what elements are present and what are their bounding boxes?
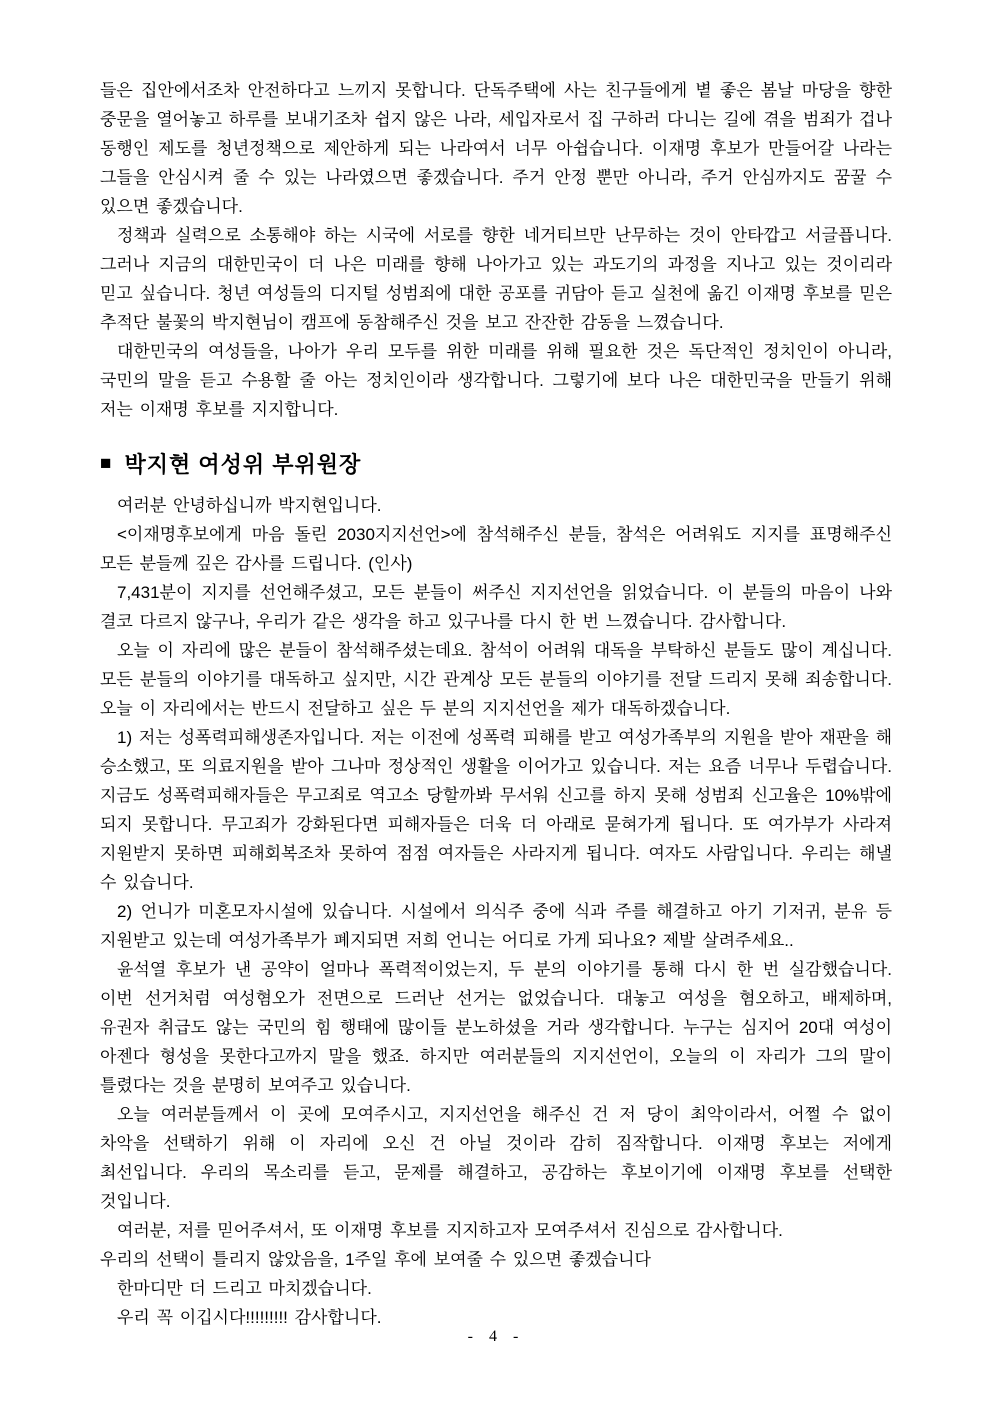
paragraph: 오늘 여러분들께서 이 곳에 모여주시고, 지지선언을 해주신 건 저 당이 최악이라서, 어쩔 수 없이 차악을 선택하기 위해 이 자리에 오신 건 아닐 것이라 감히 짐작합니다. 이재명 후보는 저에게 최선입니다. 우리의 목소리를 듣고, 문제를 해결하고, 공감하는 후보이기에 이재명 후보를 선택한 것입니다.: [100, 1105, 892, 1211]
paragraph: 7,431분이 지지를 선언해주셨고, 모든 분들이 써주신 지지선언을 읽었습니다. 이 분들의 마음이 나와 결코 다르지 않구나, 우리가 같은 생각을 하고 있구나를 다시 한 번 느꼈습니다. 감사합니다.: [100, 583, 892, 631]
document-body: [100, 76, 892, 1332]
paragraph: 윤석열 후보가 낸 공약이 얼마나 폭력적이었는지, 두 분의 이야기를 통해 다시 한 번 실감했습니다. 이번 선거처럼 여성혐오가 전면으로 드러난 선거는 없었습니다. 대놓고 여성을 혐오하고, 배제하며, 유권자 취급도 않는 국민의 힘 행태에 많이들 분노하셨을 거라 생각합니다. 누구는 심지어 20대 여성이 아젠다 형성을 못한다고까지 말을 했죠. 하지만 여러분들의 지지선언이, 오늘의 이 자리가 그의 말이 틀렸다는 것을 분명히 보여주고 있습니다.: [100, 960, 892, 1095]
paragraph: 우리의 선택이 틀리지 않았음을, 1주일 후에 보여줄 수 있으면 좋겠습니다: [100, 1250, 651, 1269]
paragraph: <이재명후보에게 마음 돌린 2030지지선언>에 참석해주신 분들, 참석은 어려워도 지지를 표명해주신 모든 분들께 깊은 감사를 드립니다. (인사): [100, 525, 892, 573]
paragraph: 한마디만 더 드리고 마치겠습니다.: [117, 1279, 372, 1298]
section-heading-text: 박지현 여성위 부위원장: [124, 452, 362, 477]
intro-paragraphs: [100, 76, 892, 424]
paragraph: 2) 언니가 미혼모자시설에 있습니다. 시설에서 의식주 중에 식과 주를 해결하고 아기 기저귀, 분유 등 지원받고 있는데 여성가족부가 폐지되면 저희 언니는 어디로 가게 되나요? 제발 살려주세요..: [100, 902, 892, 950]
section-heading: [100, 448, 892, 479]
paragraph: 우리 꼭 이깁시다!!!!!!!!! 감사합니다.: [117, 1308, 382, 1327]
paragraph: 정책과 실력으로 소통해야 하는 시국에 서로를 향한 네거티브만 난무하는 것이 안타깝고 서글픕니다. 그러나 지금의 대한민국이 더 나은 미래를 향해 나아가고 있는 과도기의 과정을 지나고 있는 것이리라 믿고 싶습니다. 청년 여성들의 디지털 성범죄에 대한 공포를 귀담아 듣고 실천에 옮긴 이재명 후보를 믿은 추적단 불꽃의 박지현님이 캠프에 동참해주신 것을 보고 잔잔한 감동을 느꼈습니다.: [100, 226, 892, 332]
square-bullet-icon: ■: [100, 453, 113, 474]
paragraph: 오늘 이 자리에 많은 분들이 참석해주셨는데요. 참석이 어려워 대독을 부탁하신 분들도 많이 계십니다. 모든 분들의 이야기를 대독하고 싶지만, 시간 관계상 모든 분들의 이야기를 전달 드리지 못해 죄송합니다. 오늘 이 자리에서는 반드시 전달하고 싶은 두 분의 지지선언을 제가 대독하겠습니다.: [100, 641, 892, 718]
paragraph: 여러분 안녕하십니까 박지현입니다.: [117, 496, 382, 515]
paragraph: 1) 저는 성폭력피해생존자입니다. 저는 이전에 성폭력 피해를 받고 여성가족부의 지원을 받아 재판을 해 승소했고, 또 의료지원을 받아 그나마 정상적인 생활을 이어가고 있습니다. 저는 요즘 너무나 두렵습니다. 지금도 성폭력피해자들은 무고죄로 역고소 당할까봐 무서워 신고를 하지 못해 성범죄 신고율은 10%밖에 되지 못합니다. 무고죄가 강화된다면 피해자들은 더욱 더 아래로 묻혀가게 됩니다. 또 여가부가 사라져 지원받지 못하면 피해회복조차 못하여 점점 여자들은 사라지게 됩니다. 여자도 사람입니다. 우리는 해낼 수 있습니다.: [100, 728, 892, 892]
page-number: - 4 -: [467, 1328, 525, 1345]
page-footer: [0, 1328, 992, 1346]
paragraph: 들은 집안에서조차 안전하다고 느끼지 못합니다. 단독주택에 사는 친구들에게 볕 좋은 봄날 마당을 향한 중문을 열어놓고 하루를 보내기조차 쉽지 않은 나라, 세입자로서 집 구하러 다니는 길에 겪을 범죄가 겁나 동행인 제도를 청년정책으로 제안하게 되는 나라여서 너무 아쉽습니다. 이재명 후보가 만들어갈 나라는 그들을 안심시켜 줄 수 있는 나라였으면 좋겠습니다. 주거 안정 뿐만 아니라, 주거 안심까지도 꿈꿀 수 있으면 좋겠습니다.: [100, 81, 892, 216]
section-paragraphs: [100, 491, 892, 1332]
paragraph: 대한민국의 여성들을, 나아가 우리 모두를 위한 미래를 위해 필요한 것은 독단적인 정치인이 아니라, 국민의 말을 듣고 수용할 줄 아는 정치인이라 생각합니다. 그렇기에 보다 나은 대한민국을 만들기 위해 저는 이재명 후보를 지지합니다.: [100, 342, 892, 419]
paragraph: 여러분, 저를 믿어주셔서, 또 이재명 후보를 지지하고자 모여주셔서 진심으로 감사합니다.: [117, 1221, 783, 1240]
